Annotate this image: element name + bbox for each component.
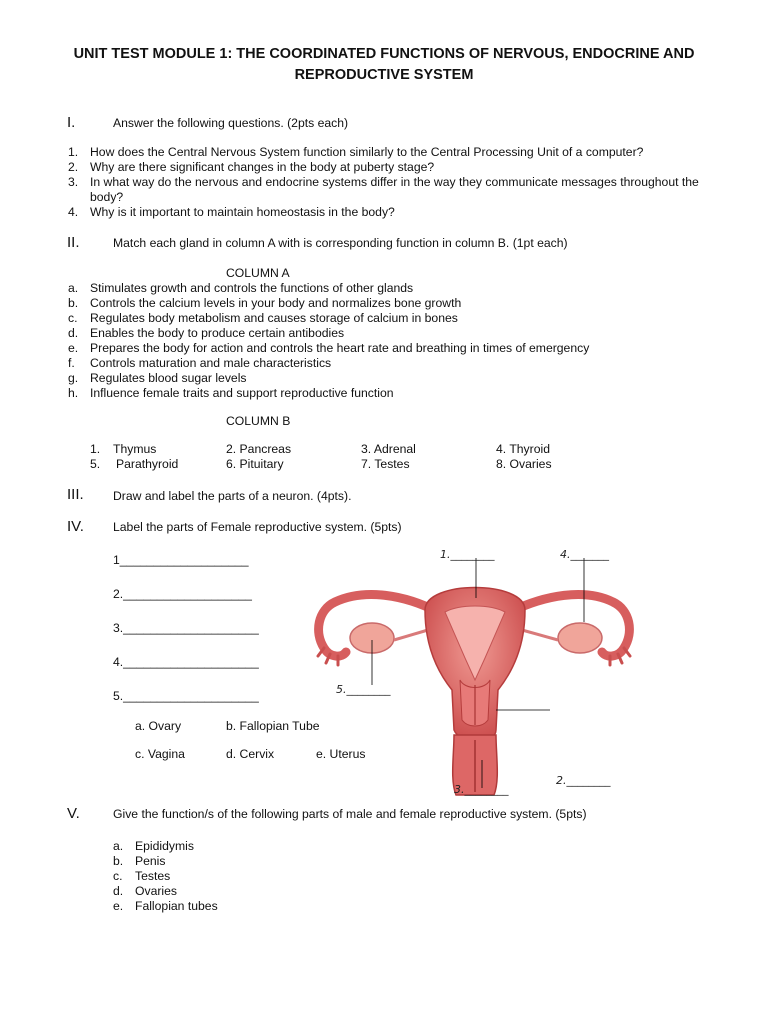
diagram-label-3: 3.________: [454, 783, 509, 796]
column-a-item: Controls maturation and male characteristics: [90, 356, 332, 370]
section-5-instruction: Give the function/s of the following parts of male and female reproductive system. (5pts): [113, 807, 587, 821]
part-name: Fallopian tubes: [135, 899, 218, 913]
answer-blank-3[interactable]: 3.____________________: [113, 621, 259, 635]
column-b-gland: Thymus: [113, 442, 157, 456]
column-a-letter: g.: [68, 371, 79, 385]
column-a-item: Regulates blood sugar levels: [90, 371, 247, 385]
answer-blank-1[interactable]: 1___________________: [113, 553, 249, 567]
choice-uterus: e. Uterus: [316, 747, 366, 761]
column-b-gland: 2. Pancreas: [226, 442, 292, 456]
section-3-numeral: III.: [67, 486, 84, 503]
choice-ovary: a. Ovary: [135, 719, 182, 733]
part-letter: a.: [113, 839, 124, 853]
column-a-item: Enables the body to produce certain antibodies: [90, 326, 345, 340]
page-title: [40, 44, 728, 86]
question-text: In what way do the nervous and endocrine systems differ in the way they communicate messages throughout the: [90, 175, 699, 189]
question-text: How does the Central Nervous System function similarly to the Central Processing Unit of a computer?: [90, 145, 644, 159]
title-line-2: REPRODUCTIVE SYSTEM: [294, 67, 474, 83]
part-name: Epididymis: [135, 839, 194, 853]
question-text-continued: body?: [90, 190, 124, 204]
part-name: Testes: [135, 869, 171, 883]
column-a-item: Influence female traits and support reproductive function: [90, 386, 394, 400]
part-letter: b.: [113, 854, 124, 868]
section-4-numeral: IV.: [67, 518, 84, 535]
column-b-gland: 3. Adrenal: [361, 442, 416, 456]
diagram-label-5: 5.________: [336, 683, 391, 696]
diagram-label-1: 1.________: [440, 548, 495, 561]
question-number: 1.: [68, 145, 79, 159]
title-line-1: UNIT TEST MODULE 1: THE COORDINATED FUNCTIONS OF NERVOUS, ENDOCRINE AND: [73, 46, 695, 62]
column-b-gland: 4. Thyroid: [496, 442, 550, 456]
part-name: Ovaries: [135, 884, 177, 898]
section-2-numeral: II.: [67, 234, 80, 251]
column-a-letter: b.: [68, 296, 79, 310]
choice-fallopian-tube: b. Fallopian Tube: [226, 719, 320, 733]
female-reproductive-diagram: [310, 540, 640, 800]
section-1-numeral: I.: [67, 114, 76, 131]
column-a-title: COLUMN A: [226, 266, 290, 280]
column-a-letter: h.: [68, 386, 79, 400]
column-a-item: Stimulates growth and controls the functions of other glands: [90, 281, 414, 295]
section-2-instruction: Match each gland in column A with is corresponding function in column B. (1pt each): [113, 236, 568, 250]
choice-cervix: d. Cervix: [226, 747, 275, 761]
column-a-item: Regulates body metabolism and causes storage of calcium in bones: [90, 311, 458, 325]
column-a-item: Prepares the body for action and controls the heart rate and breathing in times of emergency: [90, 341, 590, 355]
column-b-gland: Parathyroid: [116, 457, 179, 471]
question-text: Why is it important to maintain homeostasis in the body?: [90, 205, 395, 219]
answer-blank-5[interactable]: 5.____________________: [113, 689, 259, 703]
diagram-label-4: 4._______: [560, 548, 609, 561]
column-a-letter: d.: [68, 326, 79, 340]
column-a-letter: a.: [68, 281, 79, 295]
section-1-instruction: Answer the following questions. (2pts each): [113, 116, 349, 130]
question-number: 3.: [68, 175, 79, 189]
column-b-gland: 7. Testes: [361, 457, 410, 471]
part-letter: e.: [113, 899, 124, 913]
part-letter: d.: [113, 884, 124, 898]
column-b-gland: 8. Ovaries: [496, 457, 552, 471]
question-text: Why are there significant changes in the body at puberty stage?: [90, 160, 435, 174]
diagram-label-2: 2.________: [556, 774, 611, 787]
column-a-item: Controls the calcium levels in your body and normalizes bone growth: [90, 296, 462, 310]
column-a-letter: f.: [68, 356, 75, 370]
section-3-instruction: Draw and label the parts of a neuron. (4pts).: [113, 489, 352, 503]
column-b-number: 5.: [90, 457, 101, 471]
section-5-numeral: V.: [67, 805, 80, 822]
choice-vagina: c. Vagina: [135, 747, 185, 761]
column-b-title: COLUMN B: [226, 414, 291, 428]
column-a-letter: e.: [68, 341, 79, 355]
right-ovary: [558, 623, 602, 653]
column-a-letter: c.: [68, 311, 78, 325]
question-number: 2.: [68, 160, 79, 174]
answer-blank-4[interactable]: 4.____________________: [113, 655, 259, 669]
question-number: 4.: [68, 205, 79, 219]
column-b-number: 1.: [90, 442, 101, 456]
part-name: Penis: [135, 854, 166, 868]
answer-blank-2[interactable]: 2.___________________: [113, 587, 252, 601]
part-letter: c.: [113, 869, 123, 883]
section-4-instruction: Label the parts of Female reproductive system. (5pts): [113, 520, 402, 534]
column-b-gland: 6. Pituitary: [226, 457, 284, 471]
